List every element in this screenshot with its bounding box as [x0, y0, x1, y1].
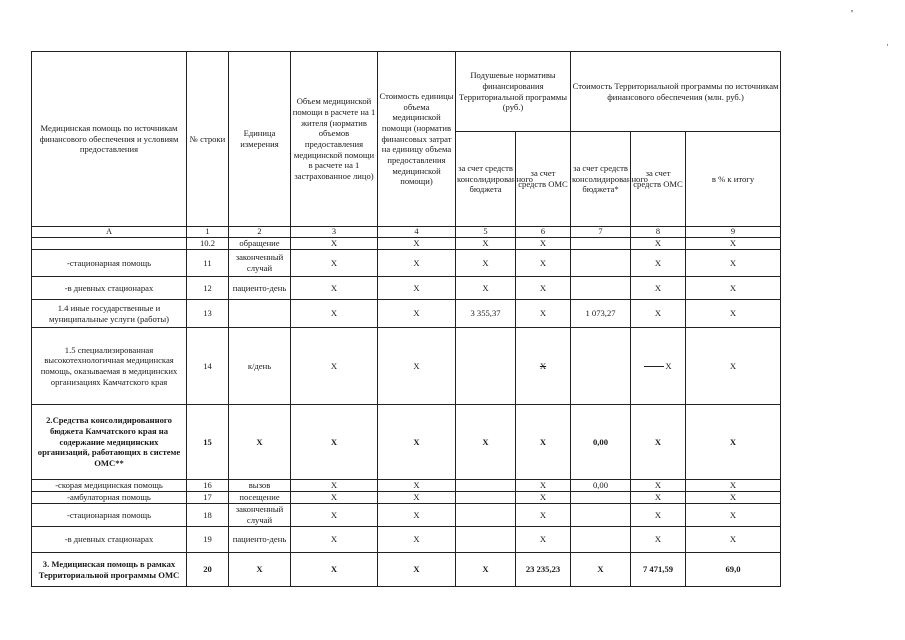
- cell: [571, 492, 631, 504]
- header-col-3: Объем медицинской помощи в расчете на 1 жителя (норматив объемов предоставления медицинской помощи в расчете на 1 застрахованное лицо): [291, 52, 378, 227]
- cell: Х: [686, 250, 781, 277]
- cell: Х: [631, 527, 686, 553]
- cell: Х: [291, 527, 378, 553]
- cell: Х: [516, 405, 571, 480]
- cell: Х: [516, 504, 571, 527]
- cell: Х: [378, 277, 456, 300]
- header-col-5: за счет средств консолидированного бюджета: [456, 132, 516, 227]
- cell: Х: [631, 238, 686, 250]
- table-row: [32, 328, 781, 405]
- row-number: 10.2: [187, 238, 229, 250]
- cell: Х: [686, 328, 781, 405]
- row-label: 3. Медицинская помощь в рамках Территориальной программы ОМС: [32, 553, 187, 587]
- cell: Х: [631, 504, 686, 527]
- cell: Х: [291, 405, 378, 480]
- column-number: 7: [571, 227, 631, 238]
- cell: Х: [686, 504, 781, 527]
- row-number: 15: [187, 405, 229, 480]
- row-unit: пациенто-день: [229, 277, 291, 300]
- cell-struck: [516, 328, 571, 405]
- cell: 23 235,23: [516, 553, 571, 587]
- cell: Х: [686, 300, 781, 328]
- column-number: А: [32, 227, 187, 238]
- cell: Х: [291, 250, 378, 277]
- cell: Х: [516, 238, 571, 250]
- row-label: -амбулаторная помощь: [32, 492, 187, 504]
- cell: Х: [456, 277, 516, 300]
- cell: 0,00: [571, 405, 631, 480]
- cell: [456, 527, 516, 553]
- row-unit: вызов: [229, 480, 291, 492]
- cell: Х: [686, 277, 781, 300]
- cell: Х: [378, 492, 456, 504]
- cell: Х: [291, 492, 378, 504]
- corner-mark: ': [851, 8, 853, 20]
- cell: Х: [291, 504, 378, 527]
- cell: Х: [686, 238, 781, 250]
- cell: Х: [291, 277, 378, 300]
- column-number: 2: [229, 227, 291, 238]
- header-col-a: Медицинская помощь по источникам финансового обеспечения и условиям предоставления: [32, 52, 187, 227]
- cell: Х: [456, 250, 516, 277]
- cell: Х: [378, 480, 456, 492]
- cell: [571, 527, 631, 553]
- row-label: -в дневных стационарах: [32, 527, 187, 553]
- header-col-1: № строки: [187, 52, 229, 227]
- header-group-7-9: Стоимость Территориальной программы по источникам финансового обеспечения (млн. руб.): [571, 52, 781, 132]
- cell: Х: [378, 328, 456, 405]
- header-col-7: за счет средств консолидированного бюджета*: [571, 132, 631, 227]
- cell: Х: [516, 250, 571, 277]
- row-unit: посещение: [229, 492, 291, 504]
- struck-value: Х: [539, 360, 547, 371]
- cell: Х: [291, 328, 378, 405]
- column-number: 8: [631, 227, 686, 238]
- column-number: 6: [516, 227, 571, 238]
- cell: Х: [291, 238, 378, 250]
- cell: [456, 504, 516, 527]
- row-label: 1.5 специализированная высокотехнологичная медицинская помощь, оказываемая в медицинских организациях Камчатского края: [32, 328, 187, 405]
- cell: Х: [516, 277, 571, 300]
- cell: [456, 480, 516, 492]
- row-unit: обращение: [229, 238, 291, 250]
- column-number: 1: [187, 227, 229, 238]
- column-number: 9: [686, 227, 781, 238]
- cell-struck: [631, 328, 686, 405]
- cell: Х: [291, 480, 378, 492]
- column-number: 5: [456, 227, 516, 238]
- row-unit: Х: [229, 405, 291, 480]
- cell: 3 355,37: [456, 300, 516, 328]
- table-row: [32, 527, 781, 553]
- table-row: [32, 300, 781, 328]
- cell: Х: [456, 553, 516, 587]
- cell: Х: [631, 480, 686, 492]
- cell: Х: [456, 405, 516, 480]
- header-col-2: Единица измерения: [229, 52, 291, 227]
- cell: Х: [378, 405, 456, 480]
- row-number: 20: [187, 553, 229, 587]
- cell: Х: [378, 250, 456, 277]
- column-number: 3: [291, 227, 378, 238]
- row-unit: [229, 300, 291, 328]
- cell: Х: [516, 492, 571, 504]
- row-number: 13: [187, 300, 229, 328]
- cell: Х: [291, 300, 378, 328]
- row-number: 16: [187, 480, 229, 492]
- cell: Х: [686, 405, 781, 480]
- table-row: [32, 250, 781, 277]
- cell: Х: [686, 492, 781, 504]
- financing-table: [31, 51, 781, 587]
- cell: [456, 328, 516, 405]
- row-unit: пациенто-день: [229, 527, 291, 553]
- row-unit: законченный случай: [229, 504, 291, 527]
- table-row: [32, 492, 781, 504]
- cell: 69,0: [686, 553, 781, 587]
- cell: [571, 277, 631, 300]
- row-number: 18: [187, 504, 229, 527]
- strike-line: [644, 366, 664, 367]
- row-label: -стационарная помощь: [32, 504, 187, 527]
- row-label: 1.4 иные государственные и муниципальные услуги (работы): [32, 300, 187, 328]
- header-group-5-6: Подушевые нормативы финансирования Территориальной программы (руб.): [456, 52, 571, 132]
- header-col-8: за счет средств ОМС: [631, 132, 686, 227]
- cell: Х: [686, 480, 781, 492]
- row-number: 17: [187, 492, 229, 504]
- cell: [571, 250, 631, 277]
- row-number: 11: [187, 250, 229, 277]
- row-unit: к/день: [229, 328, 291, 405]
- cell: Х: [378, 504, 456, 527]
- header-col-6: за счет средств ОМС: [516, 132, 571, 227]
- row-unit: Х: [229, 553, 291, 587]
- table-row: [32, 553, 781, 587]
- column-number: 4: [378, 227, 456, 238]
- cell: [456, 492, 516, 504]
- row-label: -скорая медицинская помощь: [32, 480, 187, 492]
- cell: Х: [631, 277, 686, 300]
- cell: Х: [516, 300, 571, 328]
- row-number: 12: [187, 277, 229, 300]
- cell: 1 073,27: [571, 300, 631, 328]
- cell: Х: [378, 527, 456, 553]
- cell: Х: [378, 553, 456, 587]
- cell: Х: [378, 300, 456, 328]
- cell: Х: [631, 300, 686, 328]
- cell: Х: [516, 527, 571, 553]
- row-label: 2.Средства консолидированного бюджета Камчатского края на содержание медицинских организаций, работающих в системе ОМС**: [32, 405, 187, 480]
- cell: Х: [631, 492, 686, 504]
- cell: 0,00: [571, 480, 631, 492]
- cell: Х: [631, 250, 686, 277]
- table-row: [32, 504, 781, 527]
- row-number: 14: [187, 328, 229, 405]
- row-number: 19: [187, 527, 229, 553]
- struck-value: Х: [665, 360, 672, 371]
- cell: [571, 328, 631, 405]
- header-col-9: в % к итогу: [686, 132, 781, 227]
- cell: Х: [516, 480, 571, 492]
- cell: Х: [631, 405, 686, 480]
- cell: Х: [456, 238, 516, 250]
- column-numbers-row: [32, 227, 781, 238]
- header-col-4: Стоимость единицы объема медицинской помощи (норматив финансовых затрат на единицу объема предоставления медицинской помощи): [378, 52, 456, 227]
- table-row: [32, 480, 781, 492]
- row-label: [32, 238, 187, 250]
- table-row: [32, 238, 781, 250]
- margin-dot: ·: [886, 40, 889, 50]
- cell: Х: [291, 553, 378, 587]
- table-row: [32, 405, 781, 480]
- cell: Х: [571, 553, 631, 587]
- row-label: -стационарная помощь: [32, 250, 187, 277]
- row-label: -в дневных стационарах: [32, 277, 187, 300]
- cell: Х: [686, 527, 781, 553]
- row-unit: законченный случай: [229, 250, 291, 277]
- cell: [571, 238, 631, 250]
- table-row: [32, 277, 781, 300]
- cell: Х: [378, 238, 456, 250]
- cell: [571, 504, 631, 527]
- cell: 7 471,59: [631, 553, 686, 587]
